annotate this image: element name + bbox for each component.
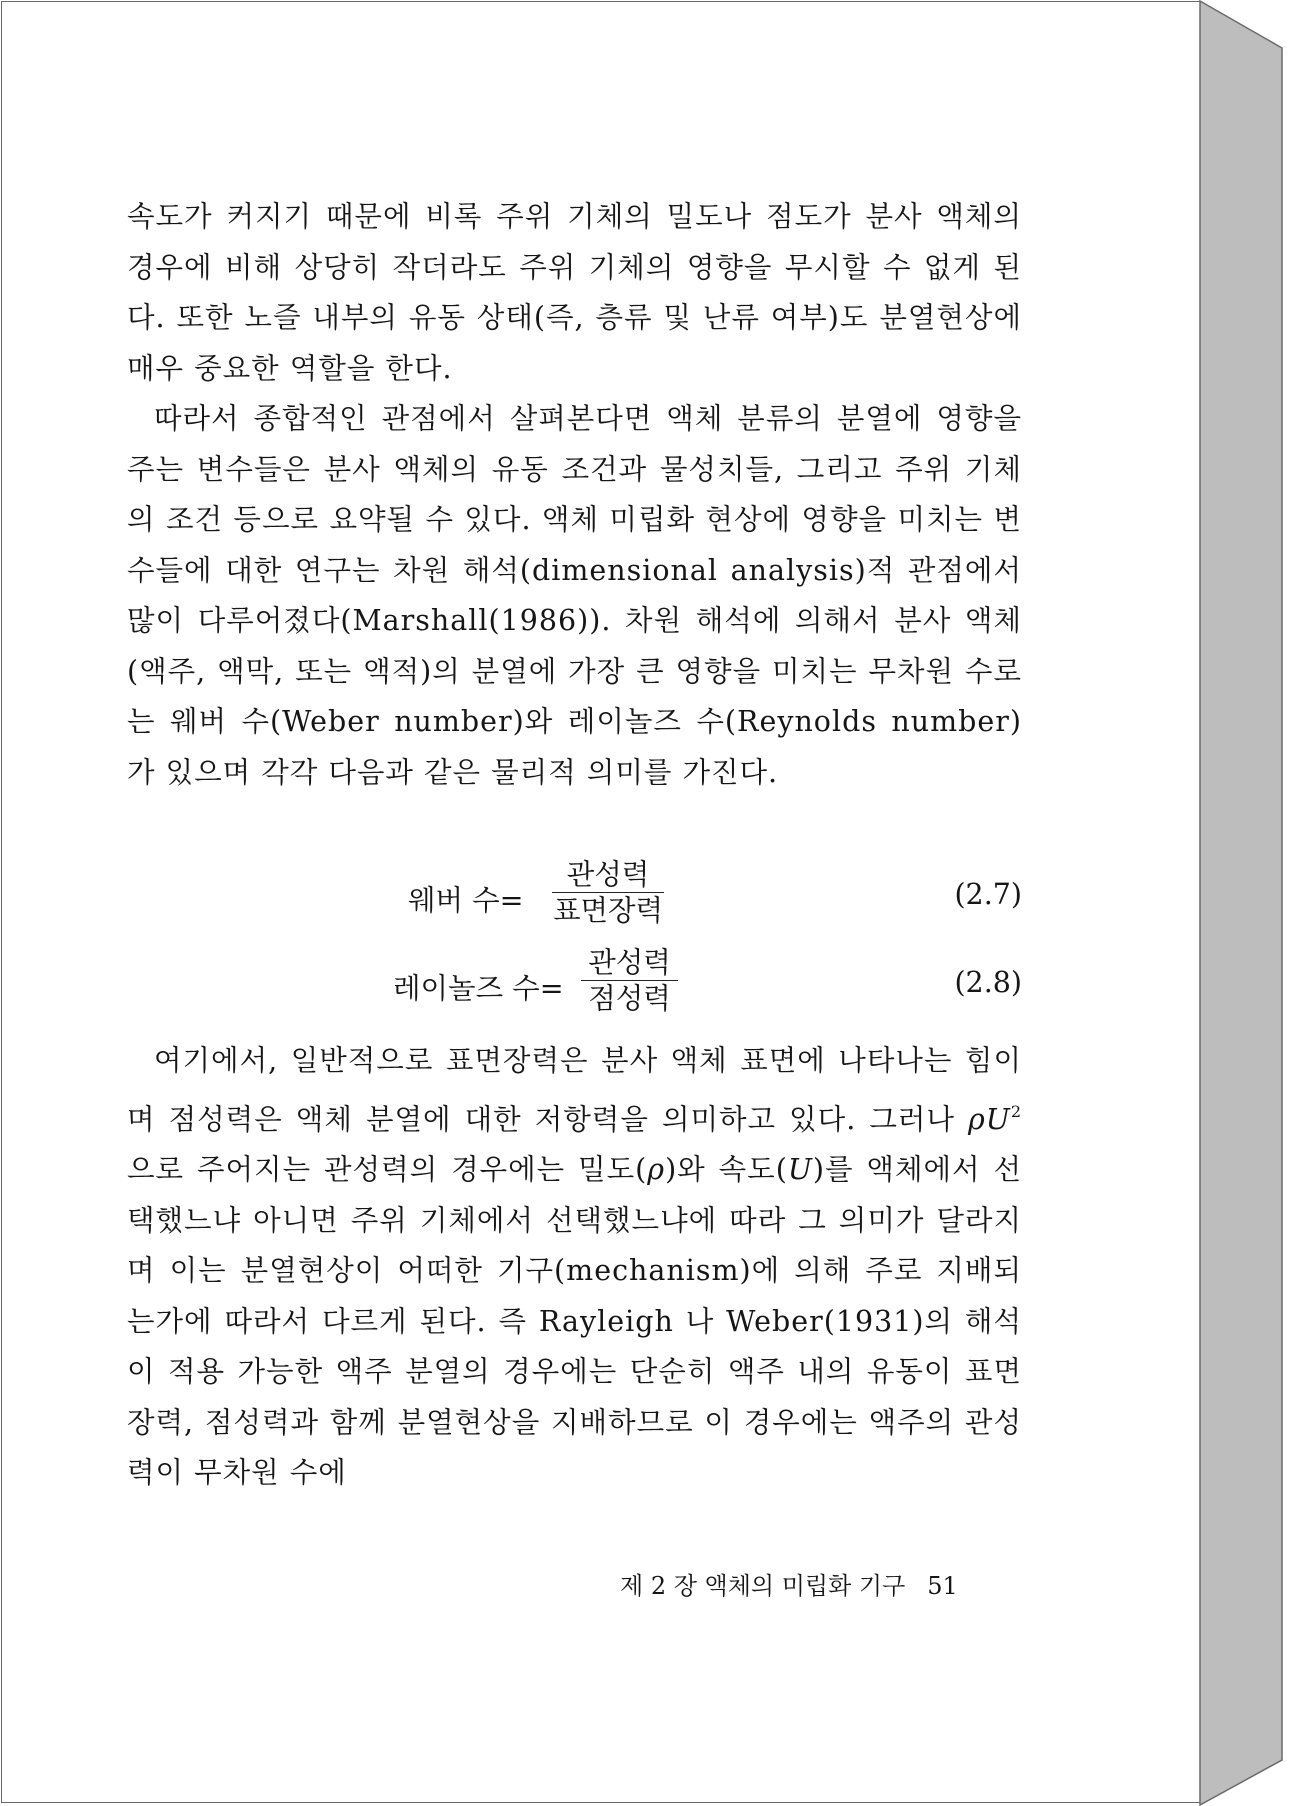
velocity-symbol-2: U (787, 1153, 813, 1186)
page-footer (620, 1566, 958, 1601)
equation-fraction (552, 858, 664, 927)
equation-2-8 (127, 946, 1022, 1018)
page-number: 51 (927, 1572, 958, 1600)
equation-2-7 (127, 858, 1022, 930)
velocity-symbol: U (985, 1102, 1011, 1136)
equation-fraction (581, 946, 678, 1015)
fraction-denominator: 점성력 (588, 982, 671, 1015)
rho-symbol-2: ρ (647, 1153, 666, 1186)
fraction-denominator: 표면장력 (552, 894, 664, 927)
paragraph-3-part-a: 여기에서, 일반적으로 표면장력은 분사 액체 표면에 나타나는 힘이며 점성력은 액체 분열에 대한 저항력을 의미하고 있다. 그러나 (127, 1044, 1022, 1136)
chapter-title: 제 2 장 액체의 미립화 기구 (620, 1572, 906, 1600)
body-text-bottom (127, 1036, 1022, 1499)
paragraph-3 (127, 1036, 1022, 1499)
paragraph-3-part-d: )를 액체에서 선택했느냐 아니면 주위 기체에서 선택했느냐에 따라 그 의미가 달라지며 이는 분열현상이 어떠한 기구(mechanism)에 의해 주로 지배되는가에 따라서 다르게 된다. 즉 Rayleigh 나 Weber(1931)의 해석이 적용 가능한 액주 분열의 경우에는 단순히 액주 내의 유동이 표면장력, 점성력과 함께 분열현상을 지배하므로 이 경우에는 액주의 관성력이 무차원 수에 (127, 1153, 1022, 1489)
equation-number: (2.8) (954, 966, 1022, 999)
paragraph-3-part-b: 으로 주어지는 관성력의 경우에는 밀도( (127, 1153, 648, 1186)
paragraph-3-part-c: )와 속도( (665, 1153, 788, 1186)
equation-number: (2.7) (954, 878, 1022, 911)
body-text-top (127, 192, 1022, 798)
paragraph-2: 따라서 종합적인 관점에서 살펴본다면 액체 분류의 분열에 영향을 주는 변수들은 분사 액체의 유동 조건과 물성치들, 그리고 주위 기체의 조건 등으로 요약될 수 있다. 액체 미립화 현상에 영향을 미치는 변수들에 대한 연구는 차원 해석(dimensional analysis)적 관점에서 많이 다루어졌다(Marshall(1986)). 차원 해석에 의해서 분사 액체(액주, 액막, 또는 액적)의 분열에 가장 큰 영향을 미치는 무차원 수로는 웨버 수(Weber number)와 레이놀즈 수(Reynolds number)가 있으며 각각 다음과 같은 물리적 의미를 가진다. (127, 402, 1022, 789)
equation-lhs: 레이놀즈 수= (393, 972, 564, 1005)
rho-symbol: ρ (968, 1102, 986, 1136)
fraction-numerator: 관성력 (588, 946, 671, 979)
equation-lhs: 웨버 수= (408, 884, 524, 917)
page-edge-shadow-shape (1200, 1, 1282, 1805)
paragraph-1: 속도가 커지기 때문에 비록 주위 기체의 밀도나 점도가 분사 액체의 경우에 비해 상당히 작더라도 주위 기체의 영향을 무시할 수 없게 된다. 또한 노즐 내부의 유동 상태(즉, 층류 및 난류 여부)도 분열현상에 매우 중요한 역할을 한다. (127, 200, 1022, 385)
fraction-numerator: 관성력 (566, 858, 650, 891)
superscript-2: 2 (1010, 1101, 1022, 1121)
